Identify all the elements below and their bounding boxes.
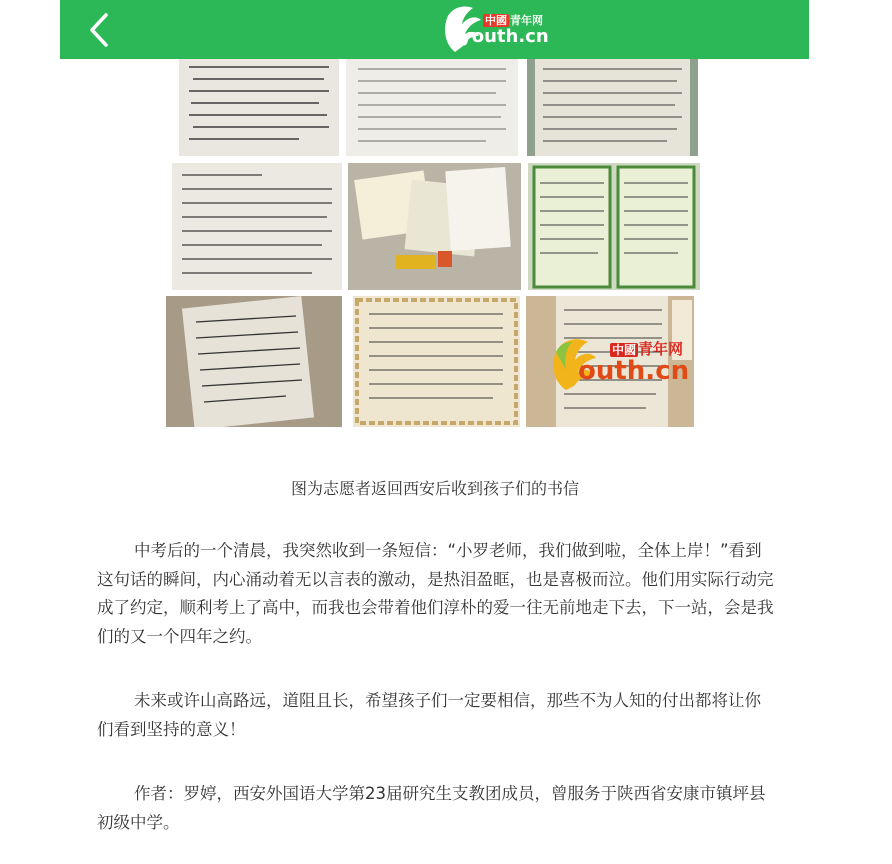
photo-gallery	[0, 59, 892, 429]
article-paragraph: 中考后的一个清晨，我突然收到一条短信：“小罗老师，我们做到啦，全体上岸！”看到这句话的瞬间，内心涌动着无以言表的激动，是热泪盈眶，也是喜极而泣。他们用实际行动完成了约定，顺利考上了高中，而我也会带着他们淳朴的爱一往无前地走下去，下一站，会是我们的又一个四年之约。	[97, 541, 774, 646]
letter-photo	[166, 296, 342, 427]
logo-qingnianwang-text: 青年网	[510, 14, 543, 27]
letter-photo	[527, 59, 698, 156]
youth-cn-logo[interactable]	[441, 2, 551, 57]
letters-on-desk-photo	[348, 163, 521, 290]
article-paragraph: 未来或许山高路远，道阻且长，希望孩子们一定要相信，那些不为人知的付出都将让你们看到坚持的意义！	[97, 691, 761, 739]
watermark-qingnianwang-text: 青年网	[638, 340, 684, 358]
watermark-english-text: outh.cn	[578, 356, 690, 386]
back-button[interactable]	[86, 13, 116, 47]
logo-zhongguo-text: 中國	[485, 14, 507, 27]
author-paragraph: 作者：罗婷，西安外国语大学第23届研究生支教团成员，曾服务于陕西省安康市镇坪县初级中学。	[97, 784, 766, 832]
letter-photo	[179, 59, 339, 156]
watermark-logo	[548, 338, 698, 408]
letter-photo	[353, 296, 520, 427]
letter-photo	[528, 163, 700, 290]
logo-english-text: youth.cn	[460, 26, 549, 47]
letter-photo	[172, 163, 342, 290]
watermark-zhongguo-text: 中國	[612, 343, 637, 357]
letter-photo	[346, 59, 518, 156]
top-bar	[60, 0, 809, 59]
chevron-left-icon	[86, 13, 116, 47]
image-caption: 图为志愿者返回西安后收到孩子们的书信	[290, 479, 579, 498]
